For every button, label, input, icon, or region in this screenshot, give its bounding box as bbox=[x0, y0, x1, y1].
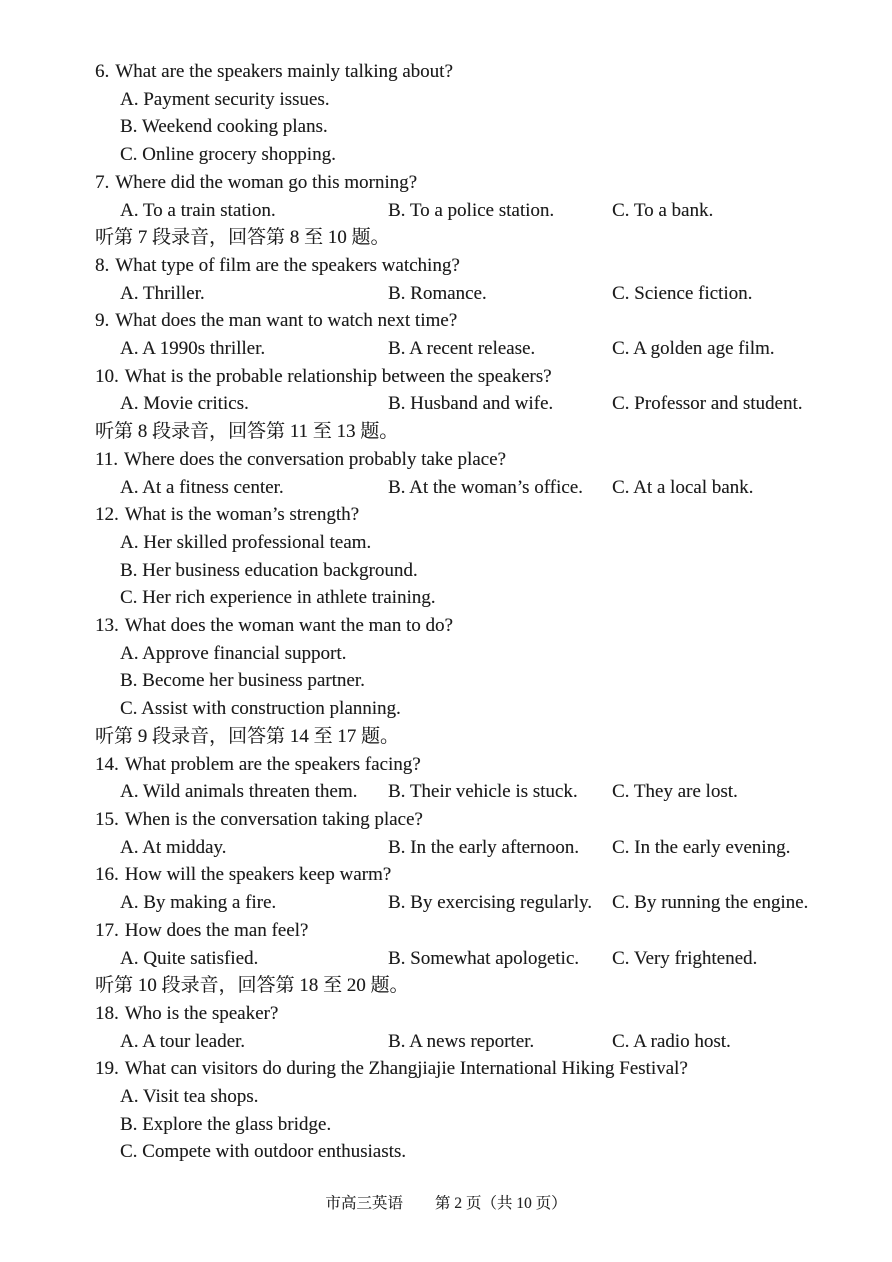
option: C. A radio host. bbox=[612, 1030, 731, 1052]
options bbox=[95, 1028, 855, 1056]
question-block bbox=[95, 446, 855, 501]
options bbox=[95, 945, 855, 973]
question-block bbox=[95, 58, 855, 169]
question-line bbox=[95, 751, 855, 779]
questions-area bbox=[95, 58, 855, 1166]
question-line bbox=[95, 252, 855, 280]
option: C. A golden age film. bbox=[612, 338, 775, 360]
question-block bbox=[95, 612, 855, 723]
question-line bbox=[95, 917, 855, 945]
section-instruction: 听第 9 段录音，回答第 14 至 17 题。 bbox=[95, 725, 400, 747]
question-block bbox=[95, 917, 855, 972]
options bbox=[95, 529, 855, 612]
question-number: 16. bbox=[95, 864, 119, 886]
question-block bbox=[95, 861, 855, 916]
question-number: 6. bbox=[95, 61, 110, 82]
option: A. Thriller. bbox=[120, 282, 205, 304]
option: C. Assist with construction planning. bbox=[120, 698, 401, 720]
option: C. Professor and student. bbox=[612, 393, 803, 415]
option: B. By exercising regularly. bbox=[388, 892, 593, 914]
question-text: What are the speakers mainly talking about? bbox=[115, 61, 453, 82]
option: A. Payment security issues. bbox=[120, 88, 330, 110]
question-number: 9. bbox=[95, 310, 110, 332]
option: C. Compete with outdoor enthusiasts. bbox=[120, 1141, 407, 1163]
question-line bbox=[95, 806, 855, 834]
question-block bbox=[95, 806, 855, 861]
options bbox=[95, 778, 855, 806]
option: A. Quite satisfied. bbox=[120, 947, 259, 969]
option: A. Movie critics. bbox=[120, 393, 249, 415]
option: B. A recent release. bbox=[388, 338, 536, 360]
options bbox=[95, 1083, 855, 1166]
option: C. By running the engine. bbox=[612, 892, 809, 914]
question-line bbox=[95, 307, 855, 335]
question-line bbox=[95, 169, 855, 197]
question-text: Where does the conversation probably take place? bbox=[124, 448, 506, 470]
question-line bbox=[95, 612, 855, 640]
option: A. To a train station. bbox=[120, 199, 276, 221]
option: C. They are lost. bbox=[612, 781, 738, 803]
section-instruction: 听第 8 段录音，回答第 11 至 13 题。 bbox=[95, 421, 399, 443]
question-number: 7. bbox=[95, 171, 110, 193]
option: B. Weekend cooking plans. bbox=[120, 116, 328, 138]
question-text: What type of film are the speakers watching? bbox=[115, 254, 460, 276]
question-number: 15. bbox=[95, 808, 119, 830]
option: A. A 1990s thriller. bbox=[120, 338, 266, 360]
option: A. Approve financial support. bbox=[120, 642, 347, 664]
question-text: What is the woman’s strength? bbox=[124, 504, 360, 526]
question-line bbox=[95, 501, 855, 529]
question-text: How will the speakers keep warm? bbox=[124, 864, 392, 886]
options bbox=[95, 335, 855, 363]
option: B. Become her business partner. bbox=[120, 670, 365, 692]
option: C. Very frightened. bbox=[612, 947, 758, 969]
option: A. Her skilled professional team. bbox=[120, 531, 372, 553]
option: C. At a local bank. bbox=[612, 476, 754, 498]
section-instruction: 听第 7 段录音，回答第 8 至 10 题。 bbox=[95, 227, 390, 249]
question-text: What does the man want to watch next time? bbox=[115, 310, 458, 332]
question-text: How does the man feel? bbox=[124, 919, 309, 941]
question-text: When is the conversation taking place? bbox=[124, 808, 423, 830]
question-block bbox=[95, 1055, 855, 1166]
question-text: What does the woman want the man to do? bbox=[124, 615, 453, 637]
option: C. In the early evening. bbox=[612, 836, 791, 858]
options bbox=[95, 197, 855, 225]
option: B. To a police station. bbox=[388, 199, 555, 221]
option: B. In the early afternoon. bbox=[388, 836, 579, 858]
option: B. Romance. bbox=[388, 282, 487, 304]
question-line bbox=[95, 1000, 855, 1028]
question-block bbox=[95, 363, 855, 418]
question-number: 11. bbox=[95, 448, 119, 470]
options bbox=[95, 474, 855, 502]
option: C. Science fiction. bbox=[612, 282, 753, 304]
page-footer bbox=[0, 1192, 892, 1216]
question-number: 17. bbox=[95, 919, 119, 941]
question-block bbox=[95, 1000, 855, 1055]
question-number: 18. bbox=[95, 1002, 119, 1024]
footer-doc-title: 市高三英语 bbox=[325, 1195, 403, 1212]
option: B. Her business education background. bbox=[120, 559, 418, 581]
options bbox=[95, 640, 855, 723]
option: C. To a bank. bbox=[612, 199, 714, 221]
option: B. Explore the glass bridge. bbox=[120, 1113, 332, 1135]
option: B. At the woman’s office. bbox=[388, 476, 583, 498]
option: B. Husband and wife. bbox=[388, 393, 554, 415]
section-instruction: 听第 10 段录音，回答第 18 至 20 题。 bbox=[95, 975, 409, 997]
options bbox=[95, 280, 855, 308]
question-block bbox=[95, 169, 855, 224]
question-line bbox=[95, 861, 855, 889]
question-number: 12. bbox=[95, 504, 119, 526]
question-text: What is the probable relationship between the speakers? bbox=[124, 365, 552, 387]
option: A. Visit tea shops. bbox=[120, 1086, 259, 1108]
question-number: 13. bbox=[95, 615, 119, 637]
option: B. A news reporter. bbox=[388, 1030, 535, 1052]
question-line bbox=[95, 1055, 855, 1083]
question-text: Who is the speaker? bbox=[124, 1002, 279, 1024]
options bbox=[95, 834, 855, 862]
question-text: What can visitors do during the Zhangjiajie International Hiking Festival? bbox=[124, 1058, 688, 1080]
options bbox=[95, 889, 855, 917]
footer-page-indicator: 第 2 页（共 10 页） bbox=[434, 1195, 567, 1212]
option: B. Somewhat apologetic. bbox=[388, 947, 580, 969]
options bbox=[95, 86, 855, 169]
option: A. By making a fire. bbox=[120, 892, 277, 914]
question-block bbox=[95, 501, 855, 612]
question-number: 19. bbox=[95, 1058, 119, 1080]
question-block bbox=[95, 751, 855, 806]
option: A. A tour leader. bbox=[120, 1030, 246, 1052]
option: C. Her rich experience in athlete training. bbox=[120, 587, 436, 609]
options bbox=[95, 390, 855, 418]
question-block bbox=[95, 252, 855, 307]
option: B. Their vehicle is stuck. bbox=[388, 781, 578, 803]
option: A. At midday. bbox=[120, 836, 227, 858]
question-text: Where did the woman go this morning? bbox=[115, 171, 418, 193]
question-line bbox=[95, 58, 855, 86]
question-line bbox=[95, 446, 855, 474]
question-line bbox=[95, 363, 855, 391]
question-number: 8. bbox=[95, 254, 110, 276]
option: A. At a fitness center. bbox=[120, 476, 284, 498]
question-number: 14. bbox=[95, 753, 119, 775]
question-text: What problem are the speakers facing? bbox=[124, 753, 421, 775]
option: A. Wild animals threaten them. bbox=[120, 781, 358, 803]
question-number: 10. bbox=[95, 365, 119, 387]
question-block bbox=[95, 307, 855, 362]
option: C. Online grocery shopping. bbox=[120, 144, 336, 166]
